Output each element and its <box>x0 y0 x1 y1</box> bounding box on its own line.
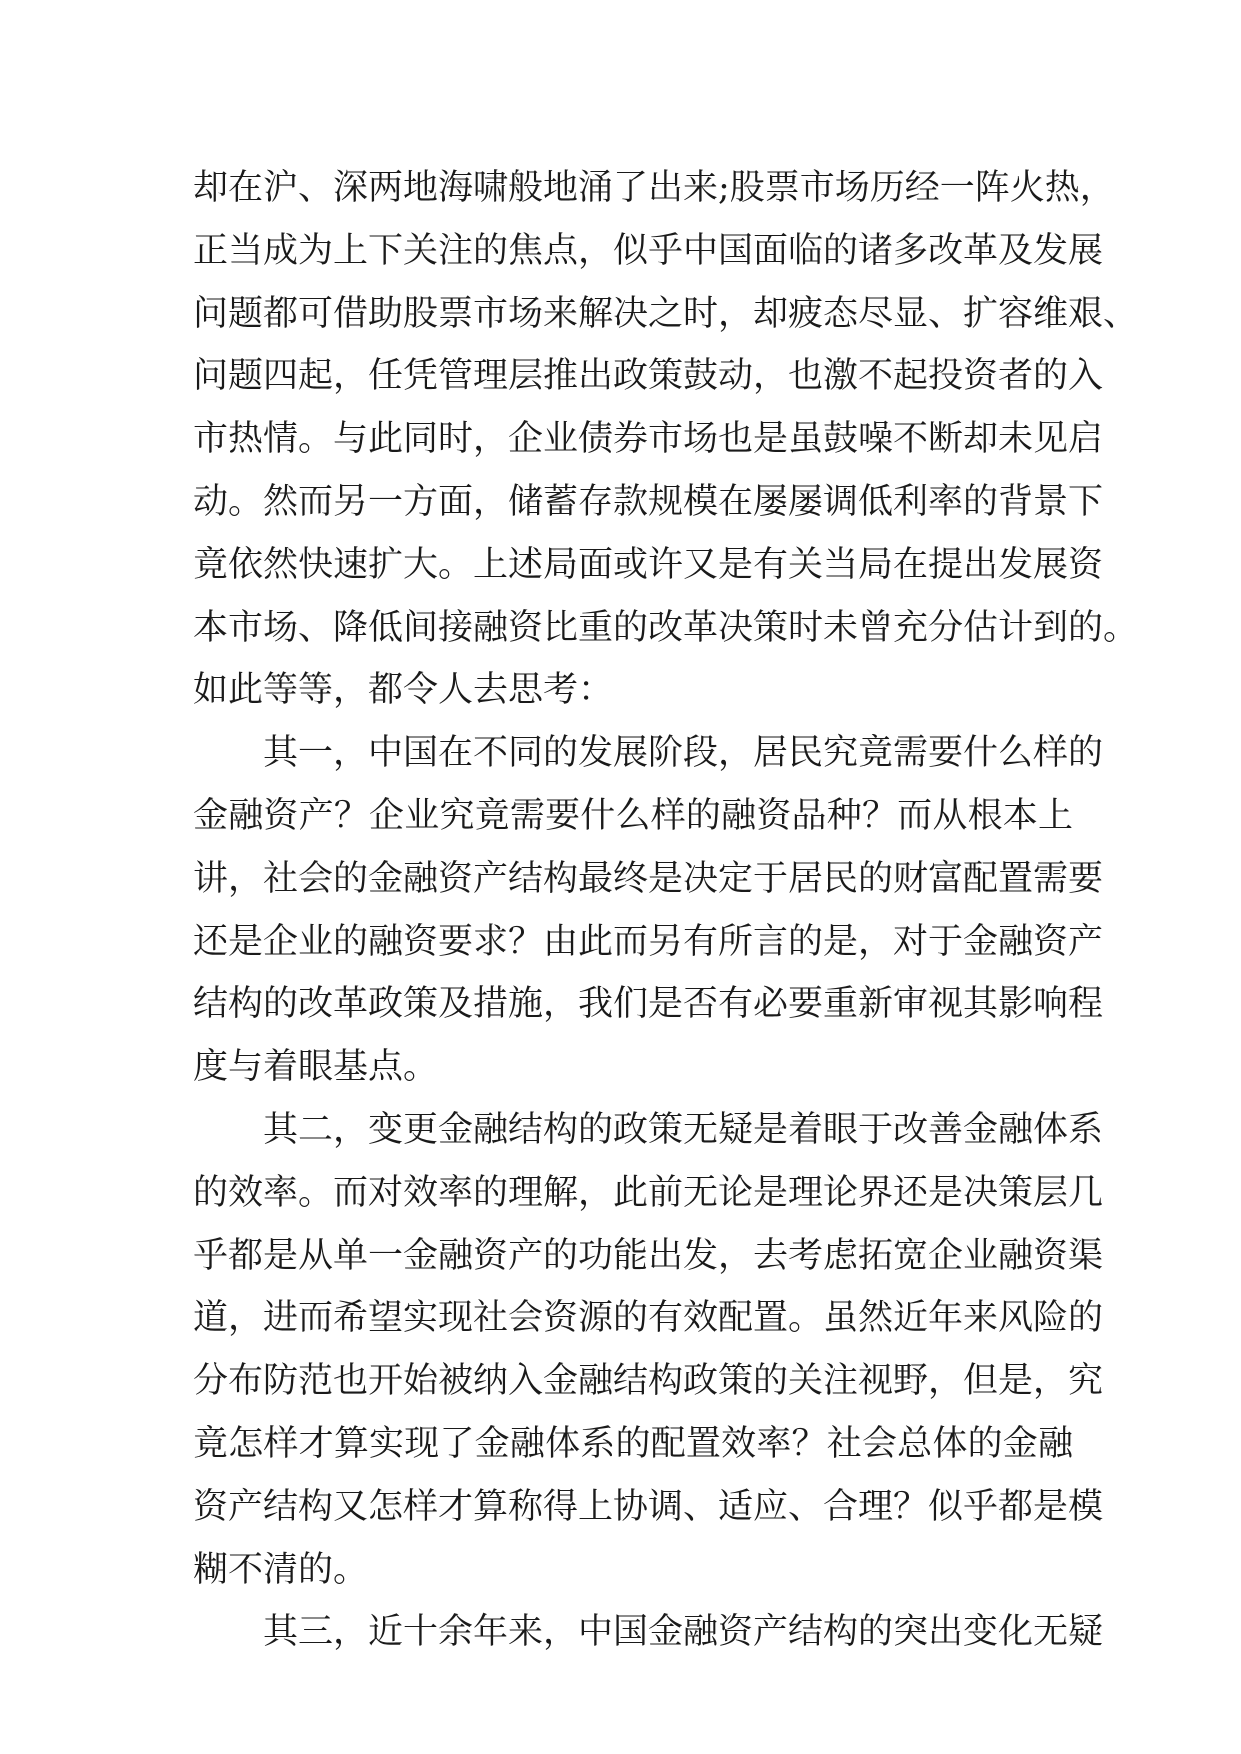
text-line: 还是企业的融资要求？由此而另有所言的是，对于金融资产 <box>193 921 1104 962</box>
text-line: 竟怎样才算实现了金融体系的配置效率？社会总体的金融 <box>193 1423 1073 1464</box>
text-line: 资产结构又怎样才算称得上协调、适应、合理？似乎都是模 <box>193 1486 1104 1527</box>
text-line: 动。然而另一方面，储蓄存款规模在屡屡调低利率的背景下 <box>193 481 1104 522</box>
text-line: 其三，近十余年来，中国金融资产结构的突出变化无疑 <box>263 1612 1104 1653</box>
text-line: 分布防范也开始被纳入金融结构政策的关注视野，但是，究 <box>193 1361 1104 1402</box>
text-line: 讲，社会的金融资产结构最终是决定于居民的财富配置需要 <box>193 858 1104 899</box>
text-line: 竟依然快速扩大。上述局面或许又是有关当局在提出发展资 <box>193 544 1104 585</box>
body-text <box>193 157 1139 1664</box>
text-line: 市热情。与此同时，企业债券市场也是虽鼓噪不断却未见启 <box>193 419 1104 460</box>
text-line: 结构的改革政策及措施，我们是否有必要重新审视其影响程 <box>193 984 1104 1025</box>
text-line: 却在沪、深两地海啸般地涌了出来;股票市场历经一阵火热， <box>193 168 1115 208</box>
text-line: 乎都是从单一金融资产的功能出发，去考虑拓宽企业融资渠 <box>193 1235 1104 1276</box>
text-line: 度与着眼基点。 <box>193 1047 439 1088</box>
text-line: 问题四起，任凭管理层推出政策鼓动，也激不起投资者的入 <box>193 356 1104 397</box>
text-line: 道，进而希望实现社会资源的有效配置。虽然近年来风险的 <box>193 1298 1104 1339</box>
text-line: 问题都可借助股票市场来解决之时，却疲态尽显、扩容维艰、 <box>193 293 1139 334</box>
text-line: 其二，变更金融结构的政策无疑是着眼于改善金融体系 <box>263 1109 1104 1150</box>
text-line: 金融资产？企业究竟需要什么样的融资品种？而从根本上 <box>193 795 1073 836</box>
text-line: 糊不清的。 <box>193 1549 369 1590</box>
text-line: 正当成为上下关注的焦点，似乎中国面临的诸多改革及发展 <box>193 230 1104 271</box>
text-line: 如此等等，都令人去思考： <box>193 670 614 711</box>
text-line: 其一，中国在不同的发展阶段，居民究竟需要什么样的 <box>263 733 1104 774</box>
text-line: 本市场、降低间接融资比重的改革决策时未曾充分估计到的。 <box>193 607 1139 648</box>
text-line: 的效率。而对效率的理解，此前无论是理论界还是决策层几 <box>193 1172 1104 1213</box>
